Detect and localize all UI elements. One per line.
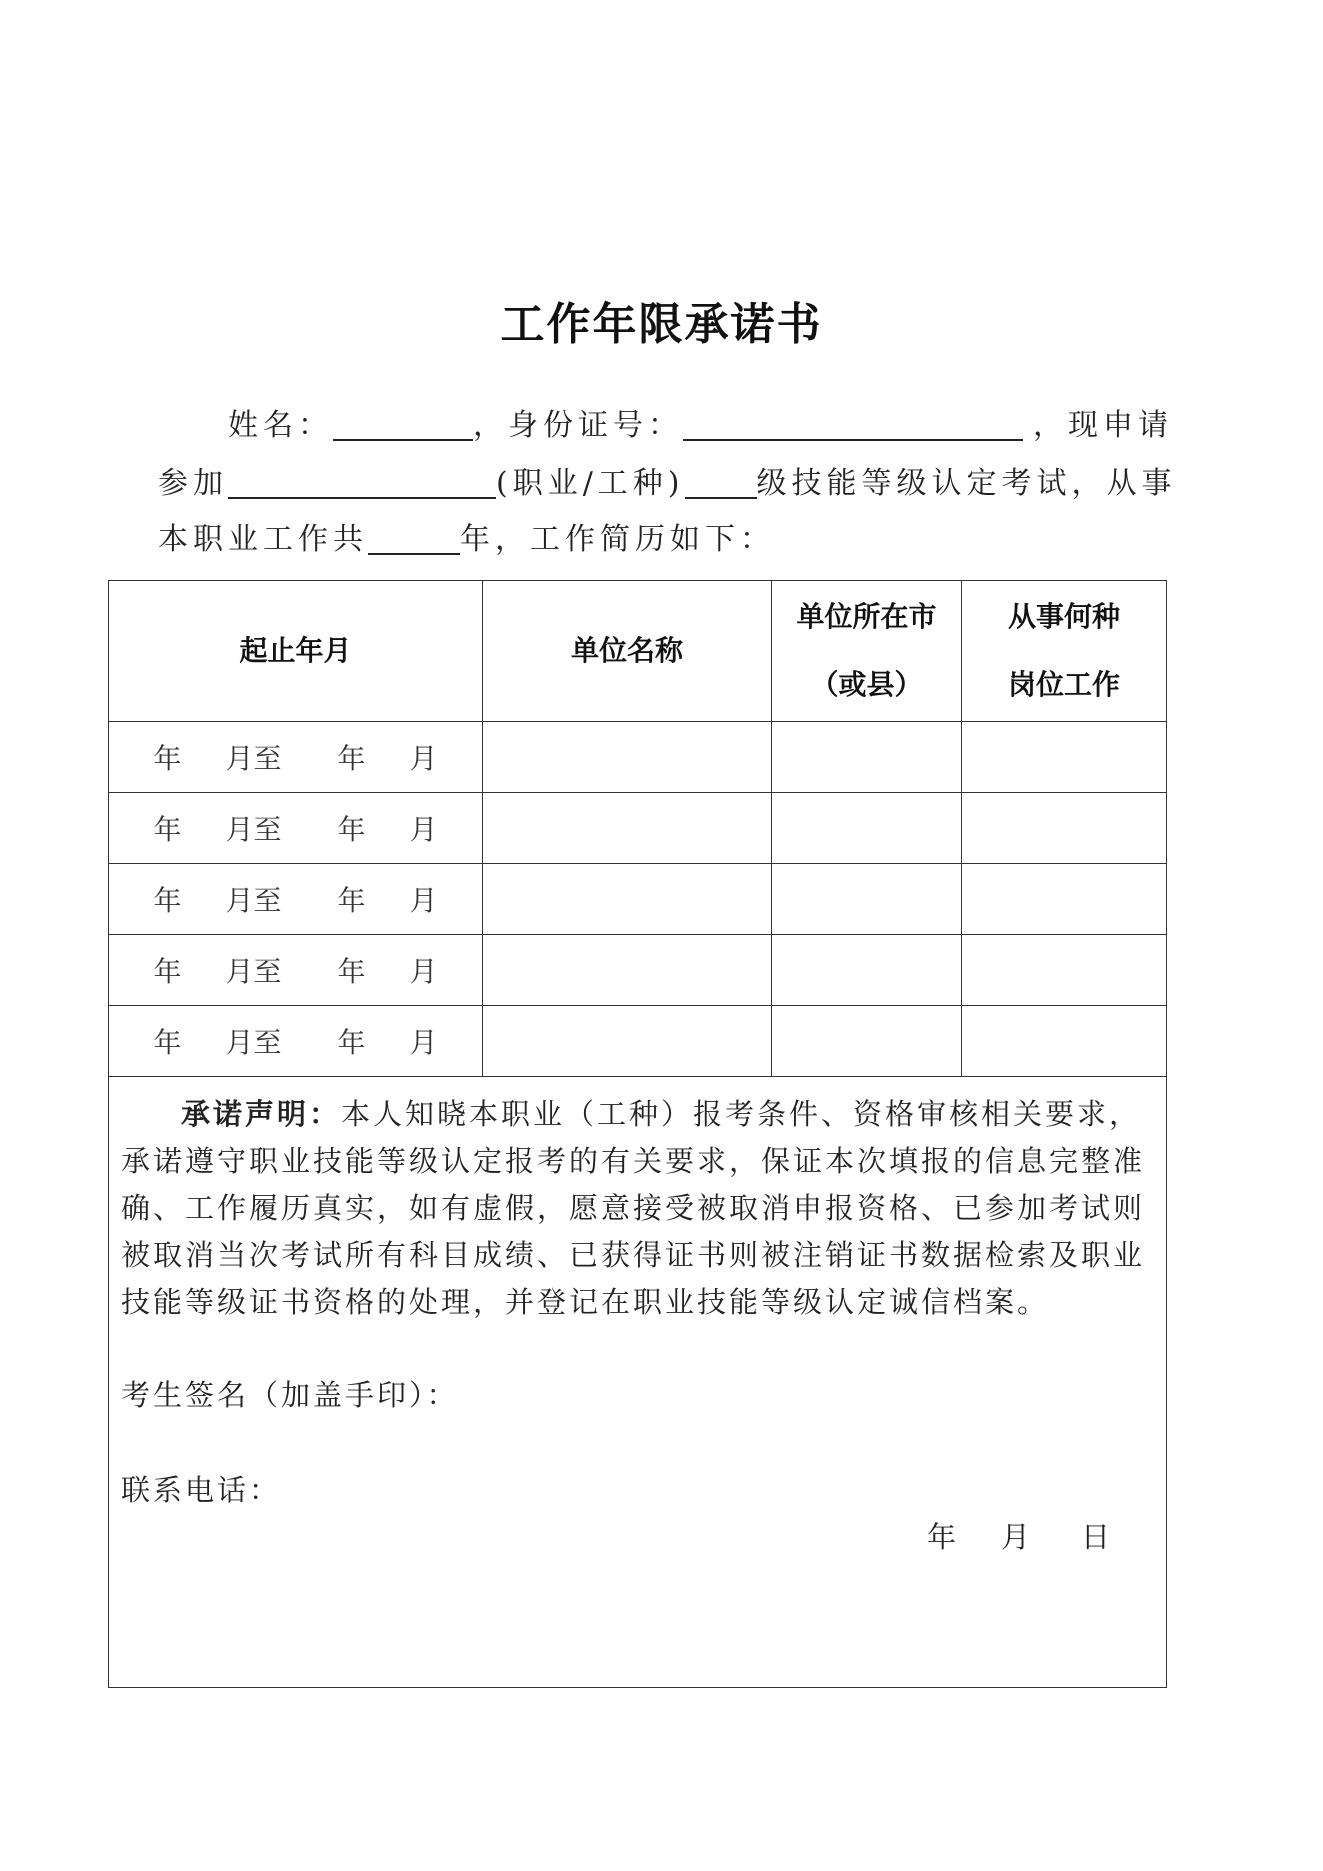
header-period: 起止年月 bbox=[109, 581, 483, 722]
year-label: 年 bbox=[337, 813, 366, 846]
month-to-label: 月至 bbox=[225, 955, 282, 988]
period-cell[interactable] bbox=[109, 935, 483, 1006]
declaration-row bbox=[109, 1077, 1167, 1688]
month-label: 月 bbox=[409, 742, 438, 775]
phone-label: 联系电话： bbox=[121, 1473, 282, 1507]
position-cell[interactable] bbox=[962, 793, 1167, 864]
month-label: 月 bbox=[409, 884, 438, 917]
company-cell[interactable] bbox=[483, 935, 772, 1006]
year-label: 年 bbox=[337, 742, 366, 775]
company-cell[interactable] bbox=[483, 864, 772, 935]
years-prefix: 本职业工作共 bbox=[158, 522, 368, 557]
work-history-table bbox=[108, 580, 1167, 1688]
year-label: 年 bbox=[153, 1026, 182, 1059]
month-to-label: 月至 bbox=[225, 742, 282, 775]
period-cell[interactable] bbox=[109, 722, 483, 793]
table-row bbox=[109, 864, 1167, 935]
year-label: 年 bbox=[337, 884, 366, 917]
header-position-line1: 从事何种 bbox=[1007, 600, 1120, 633]
intro-line-2 bbox=[158, 462, 1178, 506]
month-label: 月 bbox=[409, 1026, 438, 1059]
declaration-lead: 承诺声明： bbox=[181, 1097, 342, 1131]
level-label: 级技能等级认定考试，从事 bbox=[756, 466, 1177, 501]
year-label: 年 bbox=[153, 884, 182, 917]
table-row bbox=[109, 793, 1167, 864]
header-location-line1: 单位所在市 bbox=[796, 600, 937, 633]
header-position bbox=[962, 581, 1167, 722]
header-location-line2: （或县） bbox=[810, 668, 923, 701]
period-cell[interactable] bbox=[109, 864, 483, 935]
years-field[interactable] bbox=[368, 523, 460, 555]
occupation-field[interactable] bbox=[228, 467, 496, 499]
month-to-label: 月至 bbox=[225, 813, 282, 846]
year-label: 年 bbox=[153, 742, 182, 775]
intro-line-1 bbox=[228, 404, 1248, 448]
position-cell[interactable] bbox=[962, 864, 1167, 935]
declaration-text bbox=[121, 1091, 1154, 1326]
month-to-label: 月至 bbox=[225, 884, 282, 917]
company-cell[interactable] bbox=[483, 1006, 772, 1077]
month-label: 月 bbox=[409, 813, 438, 846]
level-field[interactable] bbox=[685, 467, 757, 499]
header-location bbox=[772, 581, 962, 722]
header-position-line2: 岗位工作 bbox=[1007, 668, 1120, 701]
company-cell[interactable] bbox=[483, 793, 772, 864]
page-title: 工作年限承诺书 bbox=[500, 299, 823, 350]
year-label: 年 bbox=[153, 813, 182, 846]
date-year: 年 bbox=[927, 1520, 960, 1554]
intro-line-3 bbox=[158, 518, 1178, 562]
id-number-field[interactable] bbox=[683, 409, 1023, 441]
declaration-cell bbox=[109, 1077, 1167, 1688]
period-cell[interactable] bbox=[109, 1006, 483, 1077]
period-cell[interactable] bbox=[109, 793, 483, 864]
location-cell[interactable] bbox=[772, 1006, 962, 1077]
signature-label: 考生签名（加盖手印）： bbox=[121, 1378, 459, 1412]
declaration-body: 本人知晓本职业（工种）报考条件、资格审核相关要求，承诺遵守职业技能等级认定报考的有关要求，保证本次填报的信息完整准确、工作履历真实，如有虚假，愿意接受被取消申报资格、已参加考试则被取消当次考试所有科目成绩、已获得证书则被注销证书数据检索及职业技能等级证书资格的处理，并登记在职业技能等级认定诚信档案。 bbox=[121, 1097, 1146, 1319]
years-suffix: 年，工作简历如下： bbox=[460, 522, 775, 557]
name-label: 姓名： bbox=[228, 408, 333, 443]
name-field[interactable] bbox=[333, 409, 473, 441]
location-cell[interactable] bbox=[772, 864, 962, 935]
table-header-row bbox=[109, 581, 1167, 722]
company-cell[interactable] bbox=[483, 722, 772, 793]
participate-label: 参加 bbox=[158, 466, 228, 501]
table-row bbox=[109, 1006, 1167, 1077]
position-cell[interactable] bbox=[962, 935, 1167, 1006]
id-label: ，身份证号： bbox=[473, 408, 683, 443]
date-day: 日 bbox=[1081, 1520, 1114, 1554]
month-label: 月 bbox=[409, 955, 438, 988]
date-line bbox=[121, 1514, 1154, 1558]
table-row bbox=[109, 935, 1167, 1006]
apply-label: ，现申请 bbox=[1033, 408, 1173, 443]
month-to-label: 月至 bbox=[225, 1026, 282, 1059]
date-month: 月 bbox=[1001, 1520, 1034, 1554]
position-cell[interactable] bbox=[962, 1006, 1167, 1077]
location-cell[interactable] bbox=[772, 935, 962, 1006]
location-cell[interactable] bbox=[772, 722, 962, 793]
year-label: 年 bbox=[337, 955, 366, 988]
table-row bbox=[109, 722, 1167, 793]
header-company: 单位名称 bbox=[483, 581, 772, 722]
year-label: 年 bbox=[153, 955, 182, 988]
occupation-label: (职业/工种) bbox=[496, 466, 685, 501]
location-cell[interactable] bbox=[772, 793, 962, 864]
position-cell[interactable] bbox=[962, 722, 1167, 793]
year-label: 年 bbox=[337, 1026, 366, 1059]
